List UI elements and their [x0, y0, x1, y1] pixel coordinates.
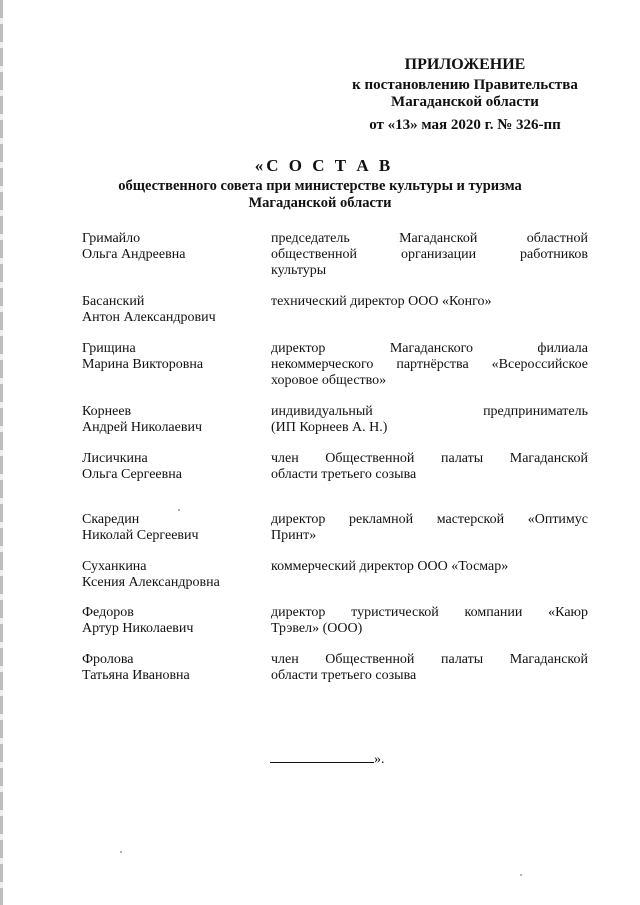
- role-line: (ИП Корнеев А. Н.): [271, 420, 388, 435]
- member-role: [271, 404, 588, 436]
- subtitle-line-2: Магаданской области: [248, 195, 392, 211]
- role-line: директор Магаданского филиала: [271, 341, 588, 356]
- member-name: [82, 451, 262, 483]
- appendix-title: ПРИЛОЖЕНИЕ: [404, 56, 526, 73]
- appendix-line-1: к постановлению Правительства: [352, 77, 578, 93]
- scan-speck: [178, 509, 180, 511]
- role-line: индивидуальный предприниматель: [271, 404, 588, 419]
- member-surname: Грищина: [82, 341, 136, 356]
- member-role: [271, 294, 588, 310]
- role-line: хоровое общество»: [271, 373, 387, 388]
- role-line: директор рекламной мастерской «Оптимус: [271, 512, 588, 527]
- member-name: [82, 512, 262, 544]
- member-name: [82, 231, 262, 263]
- member-role: [271, 341, 588, 389]
- member-given-names: Артур Николаевич: [82, 621, 194, 636]
- member-role: [271, 605, 588, 637]
- member-given-names: Андрей Николаевич: [82, 420, 202, 435]
- role-line: общественной организации работников: [271, 247, 588, 262]
- member-surname: Скаредин: [82, 512, 140, 527]
- member-given-names: Ксения Александровна: [82, 575, 220, 590]
- closing-underline: [270, 750, 374, 763]
- role-line: председатель Магаданской областной: [271, 231, 588, 246]
- member-name: [82, 652, 262, 684]
- member-given-names: Марина Викторовна: [82, 357, 204, 372]
- member-role: [271, 512, 588, 544]
- member-surname: Лисичкина: [82, 451, 148, 466]
- member-given-names: Ольга Сергеевна: [82, 467, 182, 482]
- role-line: член Общественной палаты Магаданской: [271, 652, 588, 667]
- member-surname: Суханкина: [82, 559, 147, 574]
- role-line: Трэвел» (ООО): [271, 621, 363, 636]
- scan-speck: [120, 851, 122, 853]
- document-subtitle: [0, 178, 640, 212]
- scan-speck: [520, 874, 522, 876]
- role-line: некоммерческого партнёрства «Всероссийское: [271, 357, 588, 372]
- member-name: [82, 341, 262, 373]
- member-given-names: Ольга Андреевна: [82, 247, 186, 262]
- member-given-names: Николай Сергеевич: [82, 528, 199, 543]
- member-name: [82, 559, 262, 591]
- member-role: [271, 231, 588, 279]
- member-surname: Корнеев: [82, 404, 132, 419]
- member-surname: Гримайло: [82, 231, 141, 246]
- member-given-names: Татьяна Ивановна: [82, 668, 190, 683]
- role-line: области третьего созыва: [271, 668, 417, 683]
- member-role: [271, 559, 588, 575]
- member-name: [82, 404, 262, 436]
- appendix-header: [320, 56, 610, 134]
- appendix-date: от «13» мая 2020 г. № 326-пп: [369, 117, 561, 133]
- role-line: технический директор ООО «Конго»: [271, 294, 492, 309]
- document-title: «С О С Т А В: [254, 156, 394, 175]
- role-line: директор туристической компании «Каюр: [271, 605, 588, 620]
- appendix-line-2: Магаданской области: [391, 94, 539, 110]
- member-surname: Басанский: [82, 294, 145, 309]
- member-role: [271, 652, 588, 684]
- role-line: области третьего созыва: [271, 467, 417, 482]
- member-surname: Федоров: [82, 605, 134, 620]
- closing-line: [270, 750, 385, 768]
- role-line: Принт»: [271, 528, 317, 543]
- role-line: культуры: [271, 263, 327, 278]
- closing-mark: ».: [374, 752, 385, 767]
- scan-edge: [0, 0, 3, 905]
- member-role: [271, 451, 588, 483]
- role-line: член Общественной палаты Магаданской: [271, 451, 588, 466]
- member-given-names: Антон Александрович: [82, 310, 216, 325]
- role-line: коммерческий директор ООО «Тосмар»: [271, 559, 509, 574]
- member-surname: Фролова: [82, 652, 134, 667]
- member-name: [82, 294, 262, 326]
- subtitle-line-1: общественного совета при министерстве культуры и туризма: [118, 178, 522, 194]
- member-name: [82, 605, 262, 637]
